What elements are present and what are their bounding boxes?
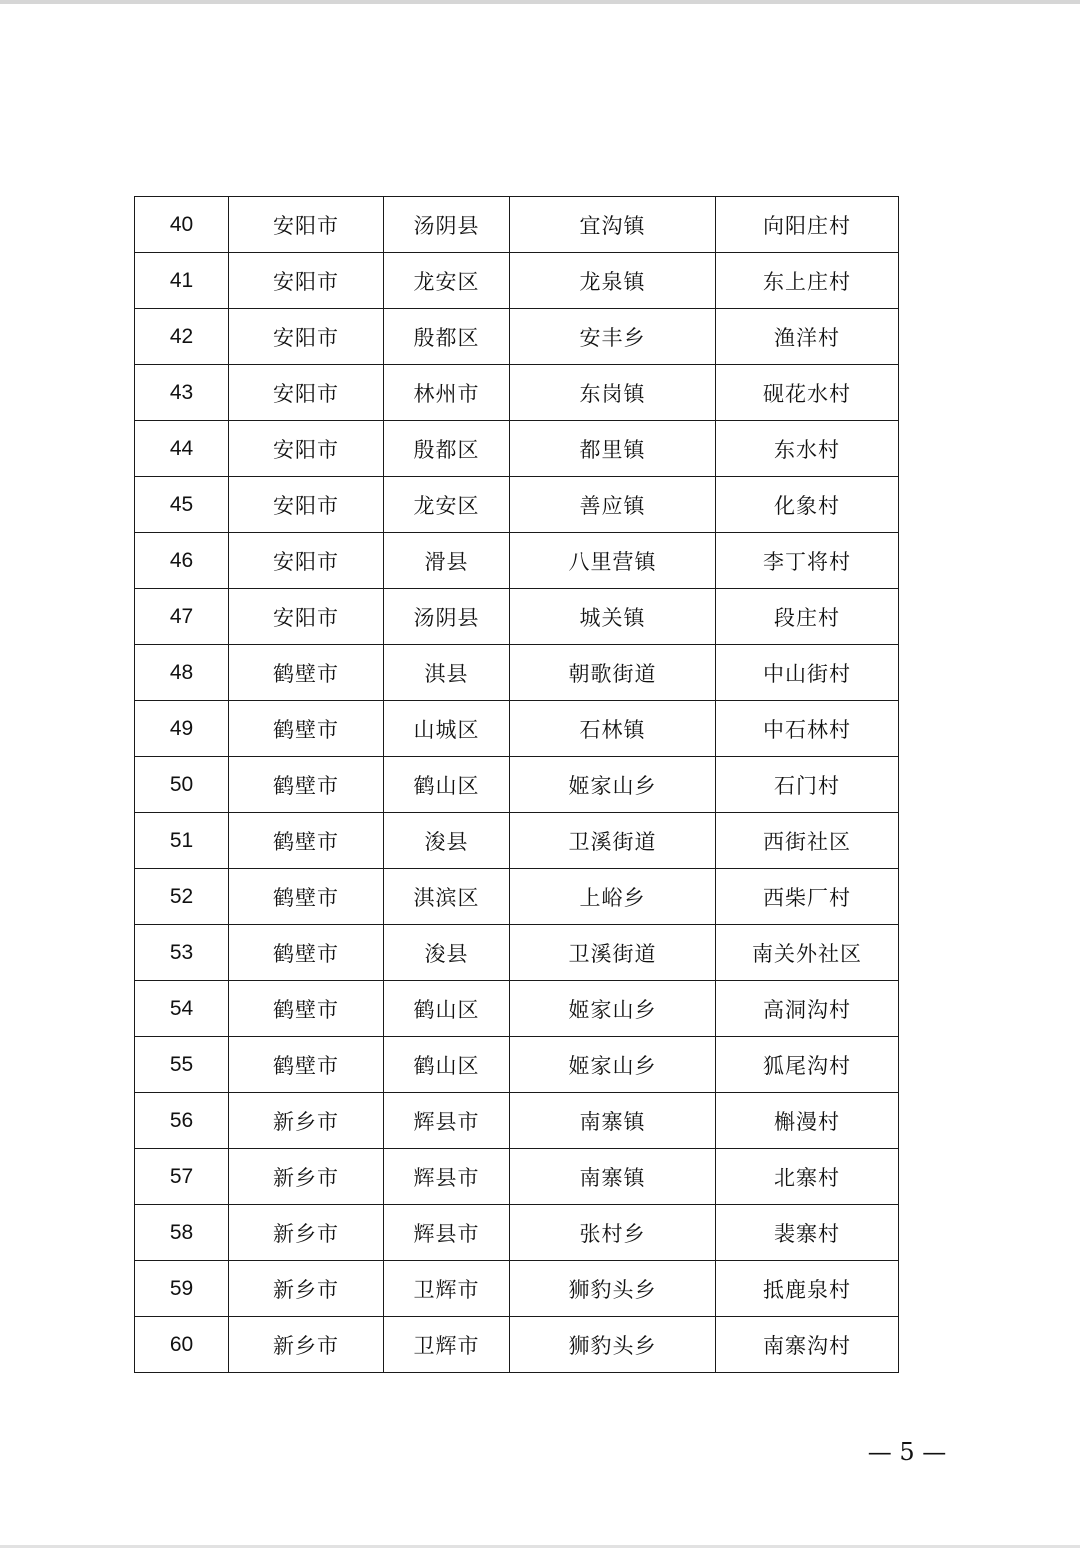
table-row [135, 701, 899, 757]
cell-number: 51 [135, 813, 229, 869]
cell-county: 卫辉市 [384, 1317, 510, 1373]
cell-town: 狮豹头乡 [510, 1261, 716, 1317]
cell-number: 45 [135, 477, 229, 533]
cell-city: 鹤壁市 [229, 925, 384, 981]
cell-county: 淇县 [384, 645, 510, 701]
top-border [0, 0, 1080, 4]
cell-county: 山城区 [384, 701, 510, 757]
table-row [135, 1149, 899, 1205]
cell-town: 宜沟镇 [510, 197, 716, 253]
cell-city: 安阳市 [229, 365, 384, 421]
cell-village: 东上庄村 [716, 253, 899, 309]
cell-city: 新乡市 [229, 1317, 384, 1373]
cell-city: 安阳市 [229, 477, 384, 533]
table-row [135, 1261, 899, 1317]
cell-number: 41 [135, 253, 229, 309]
cell-town: 南寨镇 [510, 1149, 716, 1205]
cell-county: 龙安区 [384, 253, 510, 309]
cell-number: 49 [135, 701, 229, 757]
cell-city: 安阳市 [229, 309, 384, 365]
table-row [135, 197, 899, 253]
cell-number: 42 [135, 309, 229, 365]
cell-village: 狐尾沟村 [716, 1037, 899, 1093]
cell-number: 53 [135, 925, 229, 981]
cell-town: 东岗镇 [510, 365, 716, 421]
cell-town: 姬家山乡 [510, 1037, 716, 1093]
cell-city: 安阳市 [229, 197, 384, 253]
cell-village: 砚花水村 [716, 365, 899, 421]
cell-number: 52 [135, 869, 229, 925]
cell-number: 59 [135, 1261, 229, 1317]
table-row [135, 533, 899, 589]
cell-city: 安阳市 [229, 421, 384, 477]
cell-county: 淇滨区 [384, 869, 510, 925]
cell-town: 八里营镇 [510, 533, 716, 589]
cell-city: 安阳市 [229, 589, 384, 645]
table-row [135, 925, 899, 981]
cell-town: 姬家山乡 [510, 981, 716, 1037]
cell-city: 新乡市 [229, 1093, 384, 1149]
cell-city: 鹤壁市 [229, 981, 384, 1037]
cell-town: 石林镇 [510, 701, 716, 757]
table-row [135, 421, 899, 477]
cell-city: 鹤壁市 [229, 757, 384, 813]
cell-county: 殷都区 [384, 309, 510, 365]
cell-town: 都里镇 [510, 421, 716, 477]
cell-county: 汤阴县 [384, 197, 510, 253]
cell-number: 55 [135, 1037, 229, 1093]
cell-town: 狮豹头乡 [510, 1317, 716, 1373]
cell-number: 57 [135, 1149, 229, 1205]
table-row [135, 1037, 899, 1093]
cell-county: 辉县市 [384, 1149, 510, 1205]
cell-city: 新乡市 [229, 1205, 384, 1261]
cell-city: 新乡市 [229, 1261, 384, 1317]
cell-village: 槲漫村 [716, 1093, 899, 1149]
cell-town: 卫溪街道 [510, 813, 716, 869]
cell-town: 城关镇 [510, 589, 716, 645]
cell-village: 北寨村 [716, 1149, 899, 1205]
cell-county: 鹤山区 [384, 1037, 510, 1093]
table-row [135, 757, 899, 813]
table-row [135, 813, 899, 869]
cell-town: 龙泉镇 [510, 253, 716, 309]
cell-village: 李丁将村 [716, 533, 899, 589]
table-row [135, 253, 899, 309]
cell-village: 石门村 [716, 757, 899, 813]
cell-village: 化象村 [716, 477, 899, 533]
cell-city: 新乡市 [229, 1149, 384, 1205]
cell-county: 龙安区 [384, 477, 510, 533]
cell-town: 上峪乡 [510, 869, 716, 925]
cell-county: 汤阴县 [384, 589, 510, 645]
table-row [135, 477, 899, 533]
cell-village: 向阳庄村 [716, 197, 899, 253]
cell-village: 中山街村 [716, 645, 899, 701]
table-row [135, 1093, 899, 1149]
cell-number: 56 [135, 1093, 229, 1149]
cell-city: 鹤壁市 [229, 701, 384, 757]
table-row [135, 589, 899, 645]
cell-number: 44 [135, 421, 229, 477]
cell-city: 鹤壁市 [229, 645, 384, 701]
cell-town: 善应镇 [510, 477, 716, 533]
cell-number: 58 [135, 1205, 229, 1261]
table-row [135, 645, 899, 701]
page-number: — 5 — [867, 1438, 947, 1466]
cell-number: 43 [135, 365, 229, 421]
cell-town: 卫溪街道 [510, 925, 716, 981]
cell-county: 滑县 [384, 533, 510, 589]
table-row [135, 981, 899, 1037]
cell-village: 南关外社区 [716, 925, 899, 981]
cell-village: 抵鹿泉村 [716, 1261, 899, 1317]
cell-city: 安阳市 [229, 253, 384, 309]
cell-number: 60 [135, 1317, 229, 1373]
cell-village: 高洞沟村 [716, 981, 899, 1037]
cell-county: 殷都区 [384, 421, 510, 477]
cell-town: 南寨镇 [510, 1093, 716, 1149]
village-list-table [134, 196, 899, 1373]
cell-city: 鹤壁市 [229, 813, 384, 869]
cell-city: 安阳市 [229, 533, 384, 589]
cell-county: 辉县市 [384, 1093, 510, 1149]
cell-county: 浚县 [384, 925, 510, 981]
cell-county: 林州市 [384, 365, 510, 421]
cell-county: 浚县 [384, 813, 510, 869]
cell-city: 鹤壁市 [229, 869, 384, 925]
cell-county: 辉县市 [384, 1205, 510, 1261]
table-body [135, 197, 899, 1373]
cell-village: 南寨沟村 [716, 1317, 899, 1373]
cell-town: 张村乡 [510, 1205, 716, 1261]
cell-number: 50 [135, 757, 229, 813]
cell-number: 48 [135, 645, 229, 701]
cell-number: 46 [135, 533, 229, 589]
table-row [135, 309, 899, 365]
cell-county: 鹤山区 [384, 757, 510, 813]
cell-number: 40 [135, 197, 229, 253]
cell-county: 卫辉市 [384, 1261, 510, 1317]
cell-village: 渔洋村 [716, 309, 899, 365]
cell-village: 东水村 [716, 421, 899, 477]
cell-town: 朝歌街道 [510, 645, 716, 701]
cell-village: 段庄村 [716, 589, 899, 645]
table-row [135, 1205, 899, 1261]
cell-village: 裴寨村 [716, 1205, 899, 1261]
cell-number: 47 [135, 589, 229, 645]
cell-town: 姬家山乡 [510, 757, 716, 813]
cell-county: 鹤山区 [384, 981, 510, 1037]
table-row [135, 1317, 899, 1373]
cell-village: 中石林村 [716, 701, 899, 757]
cell-city: 鹤壁市 [229, 1037, 384, 1093]
cell-town: 安丰乡 [510, 309, 716, 365]
cell-village: 西柴厂村 [716, 869, 899, 925]
table-row [135, 365, 899, 421]
table-row [135, 869, 899, 925]
cell-number: 54 [135, 981, 229, 1037]
cell-village: 西街社区 [716, 813, 899, 869]
